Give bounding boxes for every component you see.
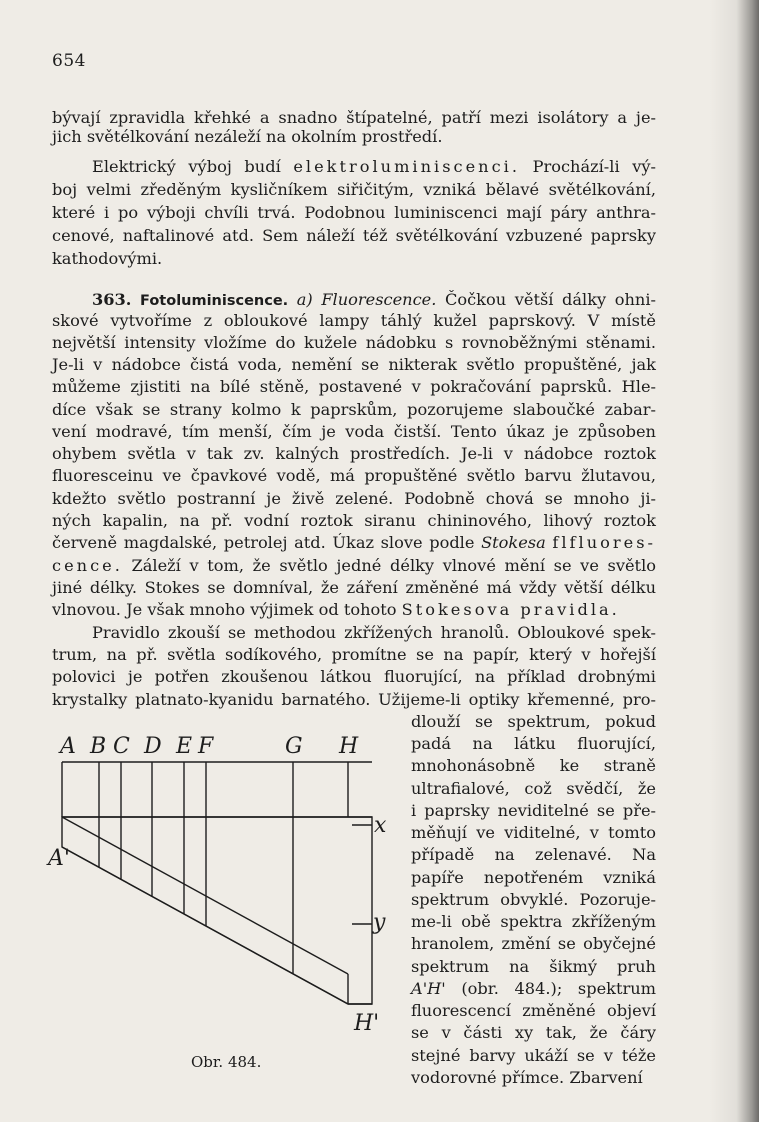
text-run: Čočkou větší dálky ohni- xyxy=(436,290,656,309)
text-line: fluorescencí změněné objeví xyxy=(411,1001,656,1020)
text-line: vení modravé, tím menší, čím je voda čistší. Tento úkaz je způsoben xyxy=(52,422,656,441)
text-line: skové vytvoříme z obloukové lampy táhlý kužel paprskový. V místě xyxy=(52,311,656,330)
text-line xyxy=(52,533,656,553)
text-run: vlnovou. Je však mnoho výjimek od tohoto xyxy=(52,600,402,619)
page-binding-shadow xyxy=(709,0,759,1122)
crossed-prism-diagram xyxy=(52,730,392,1040)
text-line: boj velmi zředěným kysličníkem siřičitým, vzniká bělavé světélkování, xyxy=(52,180,656,199)
text-line xyxy=(52,556,656,576)
text-line: se v části xy tak, že čáry xyxy=(411,1023,656,1042)
page-number: 654 xyxy=(52,51,86,71)
text-line: bývají zpravidla křehké a snadno štípatelné, patří mezi isolátory a je- xyxy=(52,108,656,127)
text-line: ných kapalin, na př. vodní roztok siranu chininového, lihový roztok xyxy=(52,511,656,530)
text-run: červeně magdalské, petrolej atd. Úkaz slove podle xyxy=(52,533,482,552)
text-line: díce však se strany kolmo k paprskům, pozorujeme slaboučké zabar- xyxy=(52,400,656,419)
spaced-term: cence. xyxy=(52,556,123,575)
text-line xyxy=(52,600,656,620)
subsection-label: a) xyxy=(296,290,313,309)
text-run: (obr. 484.); spektrum xyxy=(445,979,656,998)
text-line: krystalky platnato-kyanidu barnatého. Užijeme-li optiky křemenné, pro- xyxy=(52,690,656,709)
text-line: fluoresceinu ve čpavkové vodě, má propuštěné světlo barvu žlutavou, xyxy=(52,466,656,485)
text-run: Prochází-li vý- xyxy=(519,157,656,176)
spaced-term: elektroluminiscenci. xyxy=(293,157,520,176)
text-line: měňují ve viditelné, v tomto xyxy=(411,823,656,842)
text-line: můžeme zjistiti na bílé stěně, postavené v pokračování paprsků. Hle- xyxy=(52,377,656,396)
slanted-band-lower-edge xyxy=(62,847,348,1004)
section-title: Fotoluminiscence. xyxy=(140,293,289,309)
text-line: cenové, naftalinové atd. Sem náleží též světélkování vzbuzené paprsky xyxy=(52,226,656,245)
text-line: které i po výboji chvíli trvá. Podobnou luminiscenci mají páry anthra- xyxy=(52,203,656,222)
text-line: polovici je potřen zkoušenou látkou fluorující, na příklad drobnými xyxy=(52,667,656,686)
figure-reference: A'H' xyxy=(411,979,446,998)
text-line: i paprsky neviditelné se pře- xyxy=(411,801,656,820)
text-line: největší intensity vložíme do kužele nádobku s rovnoběžnými stěnami. xyxy=(52,333,656,352)
label-C: C xyxy=(113,734,130,759)
label-A-prime: A' xyxy=(48,846,70,871)
author-name: Stokesa xyxy=(481,533,546,552)
text-line: spektrum na šikmý pruh xyxy=(411,957,656,976)
text-line xyxy=(411,979,656,999)
label-A: A xyxy=(60,734,76,759)
section-number: 363. xyxy=(92,290,132,309)
text-line: ultrafialové, což svědčí, že xyxy=(411,779,656,798)
text-line: Pravidlo zkouší se methodou zkřížených hranolů. Obloukové spek- xyxy=(92,623,656,642)
spaced-term: flfluores- xyxy=(552,533,656,552)
text-line: dlouží se spektrum, pokud xyxy=(411,712,656,731)
text-line: spektrum obvyklé. Pozoruje- xyxy=(411,890,656,909)
text-line: mnohonásobně ke straně xyxy=(411,756,656,775)
label-G: G xyxy=(285,734,303,759)
text-line: ohybem světla v tak zv. kalných prostředích. Je-li v nádobce roztok xyxy=(52,444,656,463)
slanted-band-upper-edge xyxy=(62,817,348,974)
section-heading-line xyxy=(92,290,656,311)
label-H: H xyxy=(339,734,359,759)
label-H-prime: H' xyxy=(354,1011,380,1036)
label-E: E xyxy=(176,734,193,759)
text-line: hranolem, změní se obyčejné xyxy=(411,934,656,953)
text-line: jich světélkování nezáleží na okolním prostředí. xyxy=(52,127,443,146)
text-line: trum, na př. světla sodíkového, promítne se na papír, který v hořejší xyxy=(52,645,656,664)
text-run: Elektrický výboj budí xyxy=(92,157,294,176)
label-y: y xyxy=(373,910,386,935)
spaced-term: Stokesova pravidla. xyxy=(401,600,620,619)
label-B: B xyxy=(90,734,107,759)
figure-caption: Obr. 484. xyxy=(191,1053,262,1071)
label-x: x xyxy=(374,813,387,838)
text-run: Záleží v tom, že světlo jedné délky vlnové mění se ve světlo xyxy=(122,556,656,575)
text-line: vodorovné přímce. Zbarvení xyxy=(411,1068,643,1087)
text-line: papíře nepotřeném vzniká xyxy=(411,868,656,887)
text-line: Je-li v nádobce čistá voda, nemění se nikterak světlo propuštěné, jak xyxy=(52,355,656,374)
text-line: kathodovými. xyxy=(52,249,163,268)
text-line: me-li obě spektra zkříženým xyxy=(411,912,656,931)
text-line xyxy=(92,157,656,177)
text-line: padá na látku fluorující, xyxy=(411,734,656,753)
figure-484 xyxy=(48,730,392,1040)
text-line: případě na zelenavé. Na xyxy=(411,845,656,864)
text-line: kdežto světlo postranní je živě zelené. Podobně chová se mnoho ji- xyxy=(52,489,656,508)
label-F: F xyxy=(198,734,214,759)
label-D: D xyxy=(144,734,162,759)
slanted-spectrum-band xyxy=(62,817,372,1004)
text-line: jiné délky. Stokes se domníval, že záření změněné má vždy větší délku xyxy=(52,578,656,597)
text-line: stejné barvy ukáží se v téže xyxy=(411,1046,656,1065)
subsection-title: Fluorescence. xyxy=(321,290,437,309)
